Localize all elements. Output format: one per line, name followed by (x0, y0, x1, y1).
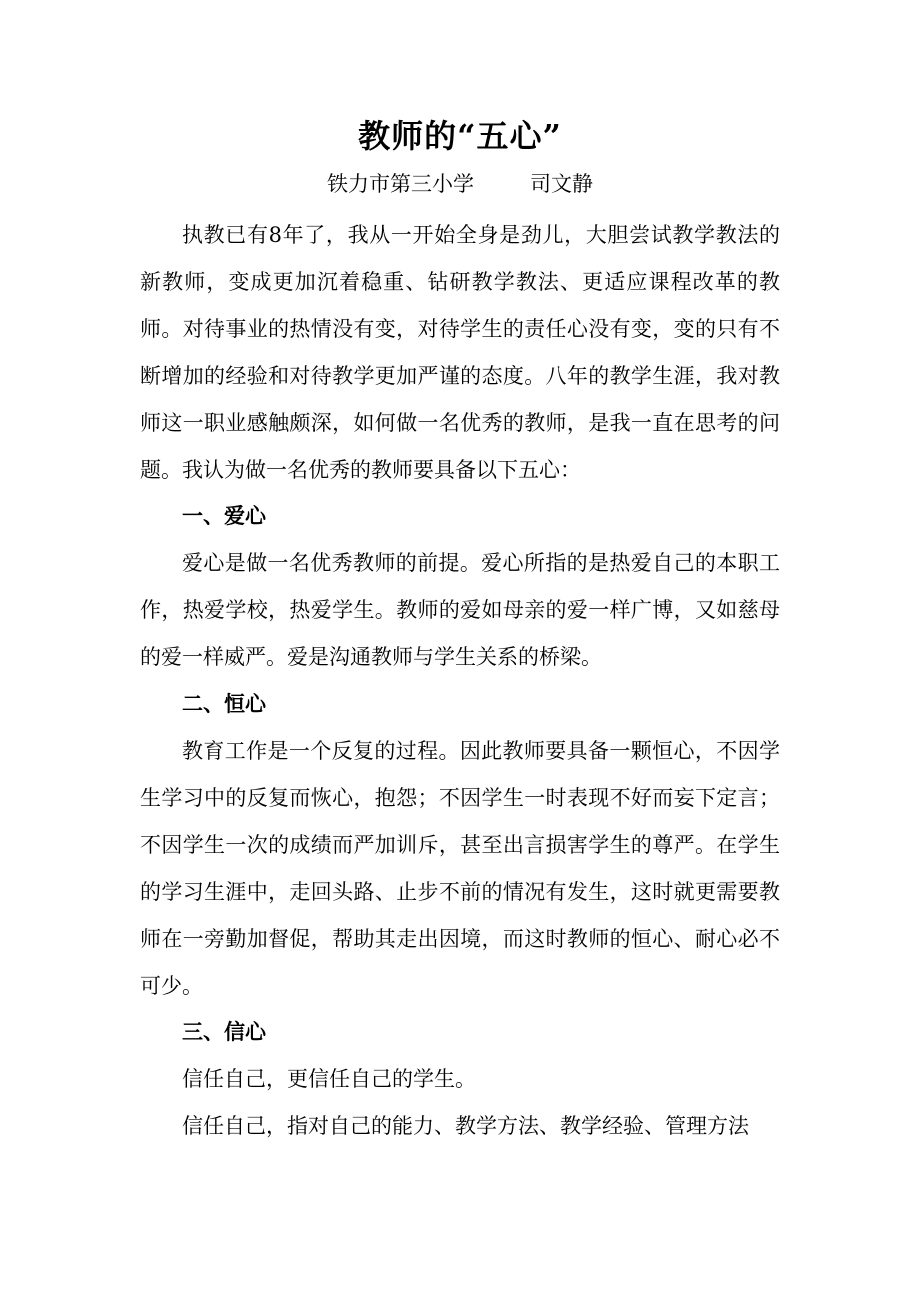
intro-paragraph: 执教已有8年了，我从一开始全身是劲儿，大胆尝试教学教法的新教师，变成更加沉着稳重、钻研教学教法、更适应课程改革的教师。对待事业的热情没有变，对待学生的责任心没有变，变的只有不断增加的经验和对待教学更加严谨的态度。八年的教学生涯，我对教师这一职业感触颇深，如何做一名优秀的教师，是我一直在思考的问题。我认为做一名优秀的教师要具备以下五心： (140, 223, 780, 482)
school-name: 铁力市第三小学 (327, 172, 474, 196)
article-body (140, 212, 780, 1150)
section-paragraph: 信任自己，更信任自己的学生。 (182, 1067, 476, 1092)
byline (0, 168, 920, 200)
section-paragraph: 信任自己，指对自己的能力、教学方法、教学经验、管理方法 (182, 1114, 749, 1139)
section-paragraph: 爱心是做一名优秀教师的前提。爱心所指的是热爱自己的本职工作，热爱学校，热爱学生。教师的爱如母亲的爱一样广博，又如慈母的爱一样威严。爱是沟通教师与学生关系的桥梁。 (140, 551, 780, 670)
author-name: 司文静 (530, 172, 593, 196)
section-heading-confidence: 三、信心 (182, 1020, 266, 1045)
section-heading-perseverance: 二、恒心 (182, 692, 266, 717)
page-title: 教师的“五心” (358, 117, 562, 155)
section-heading-love: 一、爱心 (182, 504, 266, 529)
section-paragraph: 教育工作是一个反复的过程。因此教师要具备一颗恒心，不因学生学习中的反复而恢心，抱怨；不因学生一时表现不好而妄下定言；不因学生一次的成绩而严加训斥，甚至出言损害学生的尊严。在学生的学习生涯中，走回头路、止步不前的情况有发生，这时就更需要教师在一旁勤加督促，帮助其走出因境，而这时教师的恒心、耐心必不可少。 (140, 738, 780, 998)
